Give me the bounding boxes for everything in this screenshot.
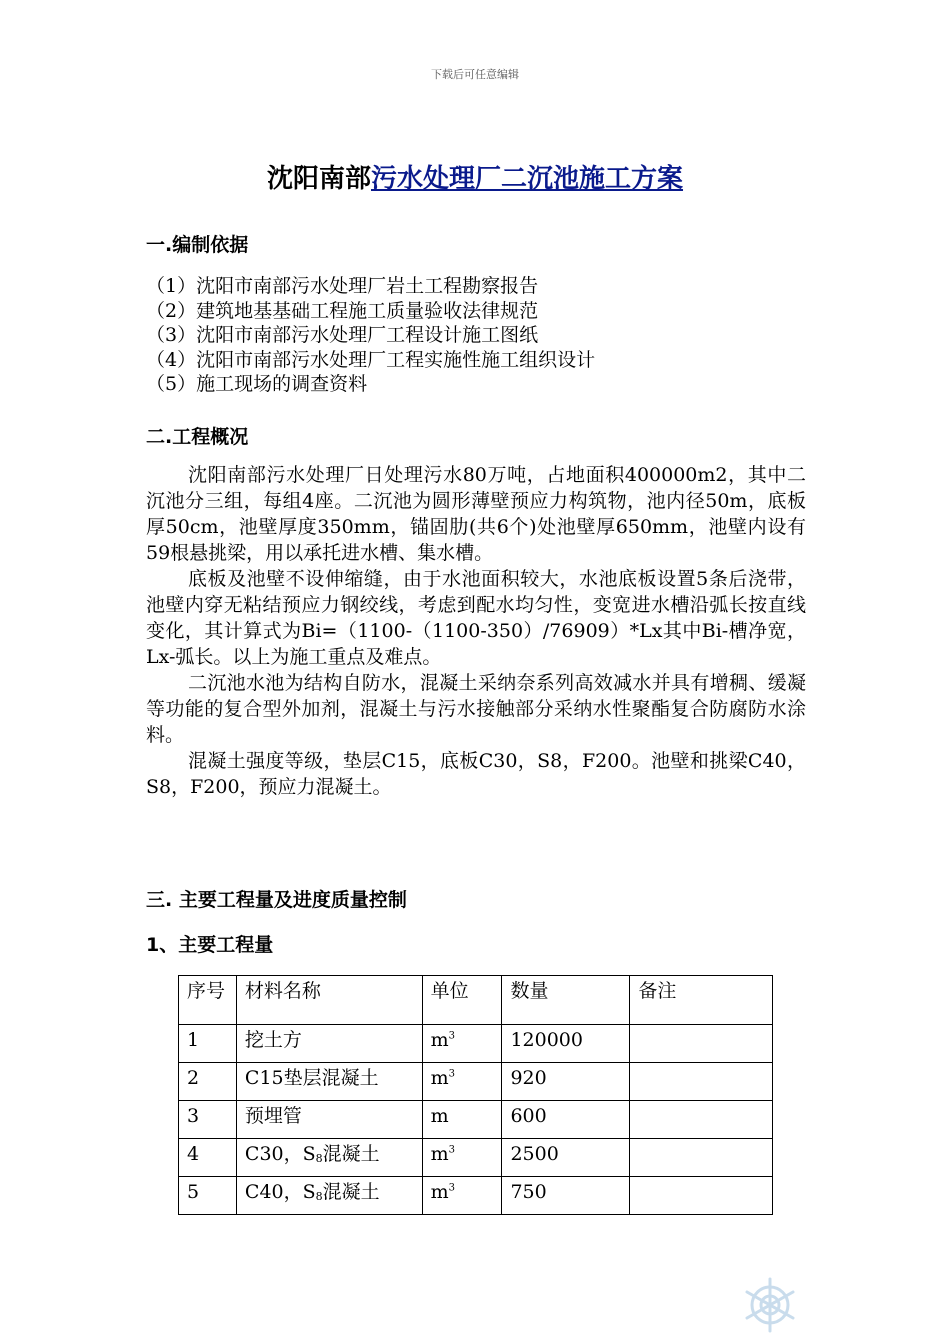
- overview-paragraph: 沈阳南部污水处理厂日处理污水80万吨，占地面积400000m2，其中二沉池分三组，每组4座。二沉池为圆形薄壁预应力构筑物，池内径50m，底板厚50cm，池壁厚度350mm，锚固肋(共6个)处池壁厚650mm，池壁内设有59根悬挑梁，用以承托进水槽、集水槽。: [146, 464, 806, 564]
- material-name: C40，$S_8$混凝土: [236, 1177, 422, 1215]
- unit: $m^3$: [422, 1139, 502, 1177]
- page-title: [0, 158, 950, 195]
- row-number: 1: [179, 1025, 237, 1063]
- overview-paragraph: 二沉池水池为结构自防水，混凝土采纳奈系列高效减水并具有增稠、缓凝等功能的复合型外加剂，混凝土与污水接触部分采纳水性聚酯复合防腐防水涂料。: [146, 672, 806, 746]
- quantity: 750: [502, 1177, 630, 1215]
- reference-item: （4）沈阳市南部污水处理厂工程实施性施工组织设计: [146, 348, 596, 371]
- unit: m: [422, 1101, 502, 1139]
- row-number: 2: [179, 1063, 237, 1101]
- reference-item: （3）沈阳市南部污水处理厂工程设计施工图纸: [146, 324, 539, 346]
- title-plain: 沈阳南部: [266, 164, 371, 194]
- table-header-cell: 单位: [422, 976, 502, 1025]
- note: [630, 1101, 773, 1139]
- note: [630, 1139, 773, 1177]
- title-link[interactable]: 污水处理厂二沉池施工方案: [371, 164, 684, 194]
- reference-item: （5）施工现场的调查资料: [146, 373, 368, 395]
- material-name: 挖土方: [236, 1025, 422, 1063]
- section-heading-quantities: 三. 主要工程量及进度质量控制: [146, 889, 407, 911]
- table-row: [179, 1025, 773, 1063]
- row-number: 4: [179, 1139, 237, 1177]
- unit: $m^3$: [422, 1025, 502, 1063]
- row-number: 5: [179, 1177, 237, 1215]
- table-row: [179, 1063, 773, 1101]
- material-name: 预埋管: [236, 1101, 422, 1139]
- reference-list: [146, 274, 826, 397]
- quantity: 120000: [502, 1025, 630, 1063]
- overview-paragraph: 底板及池壁不设伸缩缝，由于水池面积较大，水池底板设置5条后浇带，池壁内穿无粘结预应力钢绞线，考虑到配水均匀性，变宽进水槽沿弧长按直线变化，其计算式为Bi=（1100-（1100-350）/76909）*Lx其中Bi-槽净宽，Lx-弧长。以上为施工重点及难点。: [146, 568, 806, 668]
- subsection-heading-main-quantities: 1、主要工程量: [146, 934, 274, 956]
- section-heading-basis: 一.编制依据: [146, 234, 249, 256]
- quantity-table: [178, 975, 773, 1215]
- note: [630, 1063, 773, 1101]
- table-header-row: [179, 976, 773, 1025]
- table-row: [179, 1139, 773, 1177]
- overview-body: [146, 462, 806, 800]
- material-name: C30，$S_8$混凝土: [236, 1139, 422, 1177]
- table-header-cell: 备注: [630, 976, 773, 1025]
- overview-paragraph: 混凝土强度等级，垫层C15，底板C30，S8，F200。池壁和挑梁C40，S8，F200，预应力混凝土。: [146, 750, 806, 798]
- reference-item: （1）沈阳市南部污水处理厂岩土工程勘察报告: [146, 275, 539, 297]
- row-number: 3: [179, 1101, 237, 1139]
- table-header-cell: 材料名称: [236, 976, 422, 1025]
- quantity: 600: [502, 1101, 630, 1139]
- table-row: [179, 1177, 773, 1215]
- unit: $m^3$: [422, 1177, 502, 1215]
- quantity: 2500: [502, 1139, 630, 1177]
- material-name: C15垫层混凝土: [236, 1063, 422, 1101]
- snowflake-logo-icon: [740, 1275, 800, 1335]
- reference-item: （2）建筑地基基础工程施工质量验收法律规范: [146, 299, 539, 322]
- table-header-cell: 序号: [179, 976, 237, 1025]
- quantity: 920: [502, 1063, 630, 1101]
- table-header-cell: 数量: [502, 976, 630, 1025]
- table-row: [179, 1101, 773, 1139]
- section-heading-overview: 二.工程概况: [146, 426, 249, 448]
- note: [630, 1177, 773, 1215]
- unit: $m^3$: [422, 1063, 502, 1101]
- note: [630, 1025, 773, 1063]
- header-note: 下载后可任意编辑: [431, 68, 519, 81]
